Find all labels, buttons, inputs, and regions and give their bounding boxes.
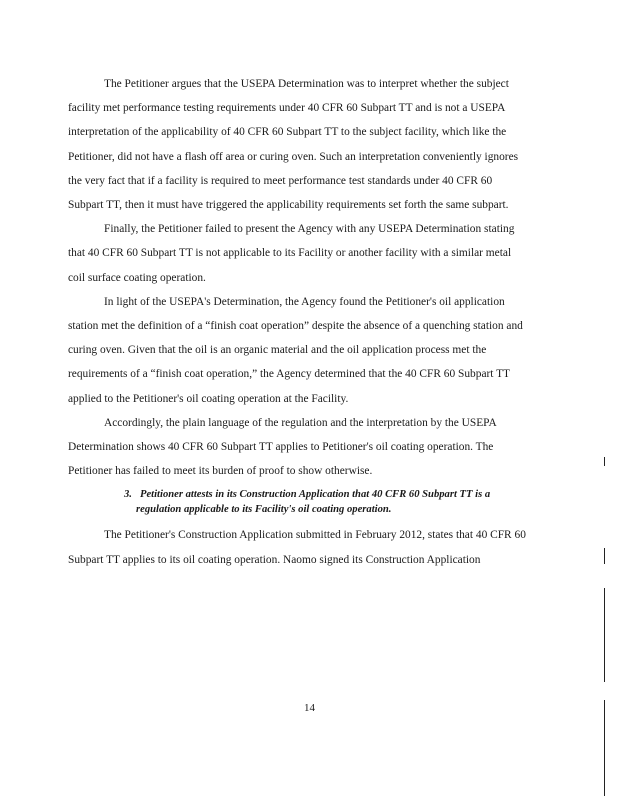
paragraph-finish-coat-operation: In light of the USEPA's Determination, the Agency found the Petitioner's oil application station met the definition of a “finish coat operation” despite the absence of a quenching station and curing oven. Given that the oil is an organic material and the oil application process met the requirements of a “finish coat operation,” the Agency determined that the 40 CFR 60 Subpart TT applied to the Petitioner's oil coating operation at the Facility. bbox=[68, 295, 523, 405]
margin-mark-2 bbox=[604, 548, 605, 564]
margin-mark-4 bbox=[604, 700, 605, 796]
paragraph-usepa-determination-argument: The Petitioner argues that the USEPA Determination was to interpret whether the subject facility met performance testing requirements under 40 CFR 60 Subpart TT and is not a USEPA interpretation of the applicability of 40 CFR 60 Subpart TT to the subject facility, which like the Petitioner, did not have a flash off area or curing oven. Such an interpretation conveniently ignores the very fact that if a facility is required to meet performance test standards under 40 CFR 60 Subpart TT, then it must have triggered the applicability requirements set forth the same subpart. bbox=[68, 78, 519, 212]
section-heading-number: 3. bbox=[124, 489, 132, 501]
paragraph-no-usepa-determination: Finally, the Petitioner failed to present the Agency with any USEPA Determination stating that 40 CFR 60 Subpart TT is not applicable to its Facility or another facility with a similar metal coil surface coating operation. bbox=[68, 223, 515, 284]
margin-mark-1 bbox=[604, 457, 605, 466]
document-body bbox=[68, 72, 530, 572]
paragraph-plain-language: Accordingly, the plain language of the regulation and the interpretation by the USEPA Determination shows 40 CFR 60 Subpart TT applies to Petitioner's oil coating operation. The Petitioner has failed to meet its burden of proof to show otherwise. bbox=[68, 416, 497, 478]
section-heading-text: Petitioner attests in its Construction Application that 40 CFR 60 Subpart TT is a regulation applicable to its Facility's oil coating operation. bbox=[136, 489, 491, 516]
page-number: 14 bbox=[304, 702, 315, 714]
paragraph-construction-application: The Petitioner's Construction Application submitted in February 2012, states that 40 CFR 60 Subpart TT applies to its oil coating operation. Naomo signed its Construction Application bbox=[68, 529, 526, 566]
section-heading-3 bbox=[68, 487, 530, 517]
margin-mark-3 bbox=[604, 588, 605, 682]
